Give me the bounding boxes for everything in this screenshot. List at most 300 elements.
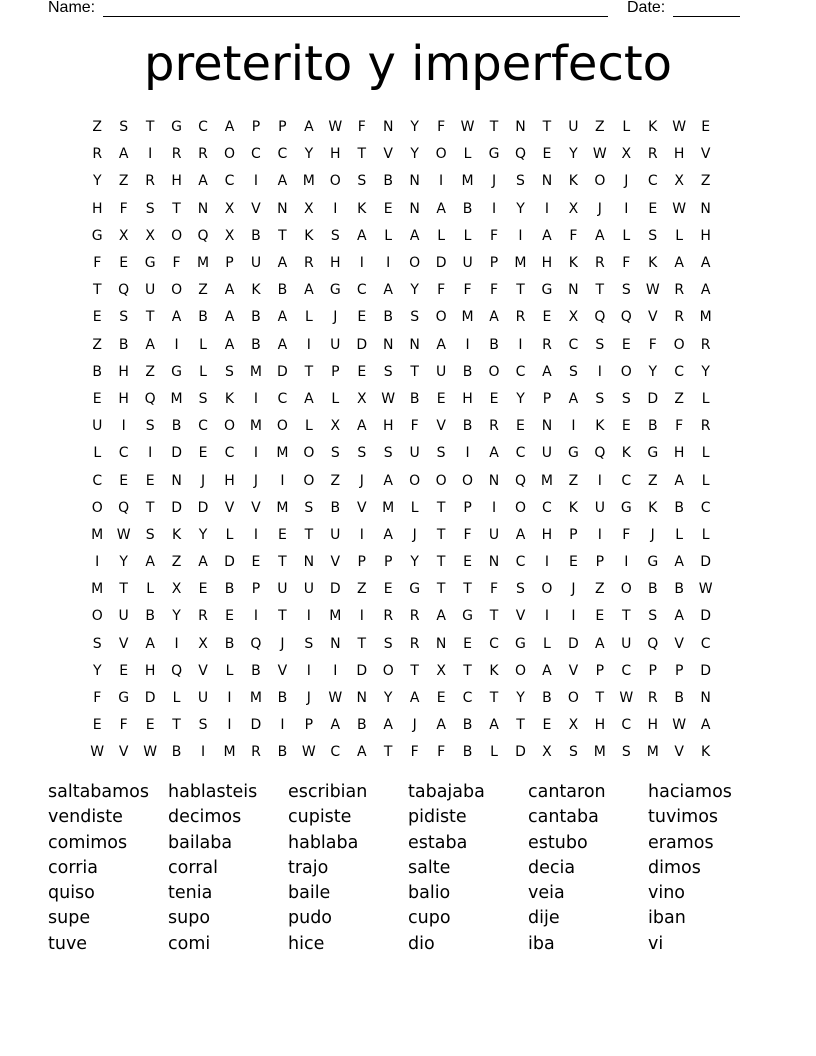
grid-letter[interactable]: I [148,146,153,163]
grid-letter[interactable]: Z [92,119,103,136]
grid-letter[interactable]: L [701,390,710,407]
grid-letter[interactable]: O [171,227,183,244]
grid-letter[interactable]: A [145,554,155,571]
grid-letter[interactable]: O [673,336,685,353]
grid-letter[interactable]: O [567,690,579,707]
grid-letter[interactable]: E [119,472,129,489]
grid-letter[interactable]: J [491,173,497,190]
grid-letter[interactable]: L [410,499,419,516]
grid-letter[interactable]: I [227,717,232,734]
grid-letter[interactable]: D [700,662,712,679]
grid-letter[interactable]: D [356,662,368,679]
grid-letter[interactable]: I [306,662,311,679]
grid-letter[interactable]: B [118,336,129,353]
grid-letter[interactable]: X [621,146,632,163]
grid-letter[interactable]: T [410,363,419,380]
grid-letter[interactable]: U [250,255,262,272]
grid-letter[interactable]: I [280,472,285,489]
grid-letter[interactable]: N [197,200,209,217]
grid-letter[interactable]: C [489,635,499,652]
grid-letter[interactable]: I [597,526,602,543]
grid-letter[interactable]: X [542,744,552,761]
grid-letter[interactable]: C [700,499,711,516]
grid-letter[interactable]: O [409,472,421,489]
grid-letter[interactable]: X [568,717,579,734]
grid-letter[interactable]: U [541,445,553,462]
grid-letter[interactable]: E [621,336,631,353]
grid-letter[interactable]: S [621,390,631,407]
grid-letter[interactable]: Z [647,472,658,489]
grid-letter[interactable]: D [250,717,262,734]
grid-letter[interactable]: R [700,418,711,435]
grid-letter[interactable]: U [92,418,103,435]
grid-letter[interactable]: F [648,336,657,353]
grid-letter[interactable]: Q [594,309,606,326]
grid-letter[interactable]: V [674,744,684,761]
grid-letter[interactable]: S [516,581,525,598]
grid-letter[interactable]: T [516,282,525,299]
grid-letter[interactable]: S [357,445,367,462]
grid-letter[interactable]: M [593,744,606,761]
grid-letter[interactable]: G [171,363,183,380]
grid-letter[interactable]: L [463,146,472,163]
grid-letter[interactable]: E [383,200,393,217]
grid-letter[interactable]: F [172,255,181,272]
grid-letter[interactable]: N [409,173,420,190]
grid-letter[interactable]: O [435,146,447,163]
grid-letter[interactable]: I [386,255,391,272]
grid-letter[interactable]: K [648,119,658,136]
grid-letter[interactable]: S [145,200,155,217]
grid-letter[interactable]: I [359,608,364,625]
grid-letter[interactable]: M [196,255,210,272]
grid-letter[interactable]: U [330,336,341,353]
grid-letter[interactable]: P [569,526,578,543]
grid-letter[interactable]: N [541,418,553,435]
grid-letter[interactable]: H [541,255,553,272]
grid-letter[interactable]: T [595,282,605,299]
grid-letter[interactable]: E [383,581,393,598]
grid-letter[interactable]: E [542,717,552,734]
grid-letter[interactable]: P [463,499,472,516]
grid-letter[interactable]: P [357,554,366,571]
grid-letter[interactable]: T [542,119,552,136]
grid-letter[interactable]: F [437,119,446,136]
grid-letter[interactable]: B [92,363,103,380]
grid-letter[interactable]: V [356,499,367,516]
grid-letter[interactable]: Z [330,472,341,489]
grid-letter[interactable]: G [647,445,659,462]
grid-letter[interactable]: A [436,336,446,353]
grid-letter[interactable]: C [515,363,526,380]
grid-letter[interactable]: A [674,472,684,489]
grid-letter[interactable]: A [700,282,711,299]
grid-letter[interactable]: A [304,119,314,136]
grid-letter[interactable]: T [516,717,525,734]
grid-letter[interactable]: B [462,200,473,217]
grid-letter[interactable]: N [277,200,288,217]
grid-letter[interactable]: A [277,255,288,272]
grid-letter[interactable]: K [171,526,182,543]
grid-letter[interactable]: F [410,744,419,761]
grid-letter[interactable]: X [224,227,235,244]
grid-letter[interactable]: Z [198,282,208,299]
grid-letter[interactable]: G [567,445,579,462]
grid-letter[interactable]: A [542,662,552,679]
grid-letter[interactable]: W [143,744,158,761]
grid-letter[interactable]: X [198,635,208,652]
grid-letter[interactable]: M [646,744,659,761]
grid-letter[interactable]: D [277,363,288,380]
grid-letter[interactable]: U [594,499,605,516]
grid-letter[interactable]: R [198,146,208,163]
grid-letter[interactable]: C [647,173,658,190]
grid-letter[interactable]: T [436,554,446,571]
grid-letter[interactable]: Y [569,146,578,163]
grid-letter[interactable]: X [436,662,446,679]
grid-letter[interactable]: I [544,608,549,625]
grid-letter[interactable]: A [383,526,393,543]
grid-letter[interactable]: I [465,445,470,462]
grid-letter[interactable]: W [619,690,634,707]
grid-letter[interactable]: K [621,445,631,462]
grid-letter[interactable]: I [624,200,629,217]
grid-letter[interactable]: Y [648,363,658,380]
grid-letter[interactable]: A [383,472,393,489]
grid-letter[interactable]: O [514,662,526,679]
grid-letter[interactable]: Y [92,662,102,679]
grid-letter[interactable]: B [462,717,473,734]
grid-letter[interactable]: Y [92,173,102,190]
grid-letter[interactable]: F [437,744,446,761]
grid-letter[interactable]: A [674,608,684,625]
grid-letter[interactable]: X [304,200,314,217]
grid-letter[interactable]: B [224,581,235,598]
grid-letter[interactable]: S [410,309,420,326]
grid-letter[interactable]: C [621,662,632,679]
grid-letter[interactable]: V [251,200,261,217]
grid-letter[interactable]: L [199,336,207,353]
grid-letter[interactable]: Q [594,445,606,462]
grid-letter[interactable]: E [357,363,367,380]
grid-letter[interactable]: O [223,418,235,435]
grid-letter[interactable]: H [118,363,129,380]
grid-letter[interactable]: A [383,717,393,734]
grid-letter[interactable]: K [648,255,658,272]
grid-letter[interactable]: M [461,309,474,326]
grid-letter[interactable]: N [488,472,500,489]
grid-letter[interactable]: M [223,744,236,761]
grid-letter[interactable]: W [672,119,687,136]
grid-letter[interactable]: N [488,554,500,571]
grid-letter[interactable]: S [621,282,631,299]
grid-letter[interactable]: A [118,146,129,163]
grid-letter[interactable]: I [359,255,364,272]
grid-letter[interactable]: G [488,146,500,163]
grid-letter[interactable]: F [622,255,631,272]
grid-letter[interactable]: C [542,499,552,516]
grid-letter[interactable]: B [489,336,499,353]
grid-letter[interactable]: F [463,526,472,543]
grid-letter[interactable]: I [544,200,549,217]
grid-letter[interactable]: T [92,282,102,299]
grid-letter[interactable]: R [489,418,499,435]
grid-letter[interactable]: A [595,227,605,244]
grid-letter[interactable]: E [621,418,631,435]
grid-letter[interactable]: V [674,635,684,652]
grid-letter[interactable]: N [382,336,394,353]
grid-letter[interactable]: T [463,581,472,598]
grid-letter[interactable]: A [224,309,235,326]
grid-letter[interactable]: S [119,309,129,326]
grid-letter[interactable]: T [145,499,155,516]
grid-letter[interactable]: T [622,608,631,625]
grid-letter[interactable]: B [674,499,684,516]
grid-letter[interactable]: X [568,200,579,217]
grid-letter[interactable]: A [436,717,446,734]
grid-letter[interactable]: S [198,717,208,734]
grid-letter[interactable]: J [359,472,364,489]
grid-letter[interactable]: H [91,200,103,217]
grid-letter[interactable]: Z [356,581,367,598]
grid-letter[interactable]: J [412,526,417,543]
grid-letter[interactable]: X [568,309,579,326]
grid-letter[interactable]: T [145,119,155,136]
grid-letter[interactable]: I [624,554,629,571]
date-line[interactable] [673,16,740,17]
grid-letter[interactable]: I [253,608,259,625]
grid-letter[interactable]: Q [647,635,659,652]
grid-letter[interactable]: H [171,173,182,190]
grid-letter[interactable]: W [698,581,713,598]
grid-letter[interactable]: D [356,336,368,353]
grid-letter[interactable]: S [330,445,340,462]
grid-letter[interactable]: E [516,418,525,435]
grid-letter[interactable]: I [253,445,259,462]
grid-letter[interactable]: G [91,227,103,244]
grid-letter[interactable]: X [356,390,367,407]
grid-letter[interactable]: T [278,227,287,244]
grid-letter[interactable]: P [251,581,261,598]
grid-letter[interactable]: E [357,309,367,326]
grid-letter[interactable]: L [701,445,710,462]
grid-letter[interactable]: B [542,690,552,707]
name-line[interactable] [103,16,608,17]
grid-letter[interactable]: A [277,336,288,353]
grid-letter[interactable]: E [92,309,102,326]
grid-letter[interactable]: V [118,744,129,761]
grid-letter[interactable]: F [437,282,446,299]
grid-letter[interactable]: L [490,744,498,761]
grid-letter[interactable]: V [647,309,658,326]
grid-letter[interactable]: K [224,390,235,407]
grid-letter[interactable]: L [437,227,446,244]
grid-letter[interactable]: B [277,282,288,299]
grid-letter[interactable]: I [95,554,100,571]
grid-letter[interactable]: F [489,581,499,598]
grid-letter[interactable]: A [409,227,420,244]
grid-letter[interactable]: N [409,336,420,353]
grid-letter[interactable]: U [277,581,288,598]
grid-letter[interactable]: A [224,336,235,353]
grid-letter[interactable]: C [224,173,235,190]
grid-letter[interactable]: N [700,200,711,217]
grid-letter[interactable]: L [543,635,551,652]
grid-letter[interactable]: N [303,554,315,571]
grid-letter[interactable]: T [278,554,287,571]
grid-letter[interactable]: A [700,717,711,734]
grid-letter[interactable]: O [329,173,341,190]
grid-letter[interactable]: Q [514,146,526,163]
grid-letter[interactable]: I [200,744,206,761]
grid-letter[interactable]: D [171,445,182,462]
grid-letter[interactable]: T [489,119,499,136]
grid-letter[interactable]: A [304,390,314,407]
grid-letter[interactable]: T [436,526,446,543]
grid-letter[interactable]: L [701,526,710,543]
grid-letter[interactable]: I [121,418,126,435]
grid-letter[interactable]: O [171,282,183,299]
grid-letter[interactable]: B [145,608,155,625]
grid-letter[interactable]: J [650,526,655,543]
grid-letter[interactable]: S [383,445,393,462]
grid-letter[interactable]: O [91,608,103,625]
grid-letter[interactable]: B [462,418,473,435]
grid-letter[interactable]: I [306,336,311,353]
grid-letter[interactable]: V [251,499,261,516]
grid-letter[interactable]: L [701,472,710,489]
grid-letter[interactable]: E [568,554,578,571]
grid-letter[interactable]: T [383,744,393,761]
grid-letter[interactable]: N [171,472,182,489]
grid-letter[interactable]: T [357,635,367,652]
grid-letter[interactable]: E [251,554,261,571]
grid-letter[interactable]: D [700,554,712,571]
grid-letter[interactable]: F [569,227,578,244]
grid-letter[interactable]: W [645,282,660,299]
grid-letter[interactable]: X [145,227,155,244]
grid-letter[interactable]: S [648,608,658,625]
grid-letter[interactable]: A [409,690,420,707]
grid-letter[interactable]: Z [595,581,605,598]
grid-letter[interactable]: U [197,690,209,707]
grid-letter[interactable]: U [330,526,341,543]
grid-letter[interactable]: N [435,635,447,652]
grid-letter[interactable]: F [489,227,499,244]
grid-letter[interactable]: B [224,635,235,652]
grid-letter[interactable]: H [541,526,553,543]
grid-letter[interactable]: J [253,472,259,489]
grid-letter[interactable]: F [622,526,631,543]
grid-letter[interactable]: H [330,146,341,163]
grid-letter[interactable]: N [515,119,526,136]
grid-letter[interactable]: E [463,635,472,652]
grid-letter[interactable]: S [568,363,578,380]
grid-letter[interactable]: P [383,554,393,571]
grid-letter[interactable]: I [597,363,602,380]
grid-letter[interactable]: I [280,717,285,734]
grid-letter[interactable]: E [277,526,287,543]
grid-letter[interactable]: A [674,554,684,571]
grid-letter[interactable]: E [595,608,605,625]
grid-letter[interactable]: V [277,662,288,679]
grid-letter[interactable]: S [145,526,155,543]
grid-letter[interactable]: Z [674,390,684,407]
grid-letter[interactable]: P [489,255,499,272]
grid-letter[interactable]: T [436,581,446,598]
grid-letter[interactable]: P [648,662,657,679]
grid-letter[interactable]: A [515,526,526,543]
grid-letter[interactable]: B [277,744,288,761]
grid-letter[interactable]: B [251,309,261,326]
grid-letter[interactable]: Y [516,200,525,217]
grid-letter[interactable]: Z [92,336,103,353]
grid-letter[interactable]: I [491,200,497,217]
grid-letter[interactable]: D [515,744,526,761]
grid-letter[interactable]: T [172,717,181,734]
grid-letter[interactable]: W [328,119,343,136]
grid-letter[interactable]: D [329,581,341,598]
grid-letter[interactable]: S [225,363,234,380]
grid-letter[interactable]: Y [410,146,419,163]
grid-letter[interactable]: F [489,282,499,299]
grid-letter[interactable]: F [93,255,102,272]
grid-letter[interactable]: I [253,526,259,543]
grid-letter[interactable]: V [330,554,341,571]
grid-letter[interactable]: W [301,744,316,761]
grid-letter[interactable]: E [119,255,129,272]
grid-letter[interactable]: M [302,173,315,190]
grid-letter[interactable]: A [145,635,155,652]
grid-letter[interactable]: W [592,146,607,163]
grid-letter[interactable]: L [225,526,234,543]
grid-letter[interactable]: Z [595,119,605,136]
grid-letter[interactable]: T [489,690,499,707]
grid-letter[interactable]: I [174,336,179,353]
grid-letter[interactable]: J [412,717,417,734]
grid-letter[interactable]: D [567,635,579,652]
grid-letter[interactable]: W [90,744,105,761]
grid-letter[interactable]: B [330,499,341,516]
grid-letter[interactable]: Y [410,282,419,299]
grid-letter[interactable]: S [357,173,367,190]
grid-letter[interactable]: Y [304,146,314,163]
grid-letter[interactable]: O [620,363,632,380]
grid-letter[interactable]: E [225,608,234,625]
grid-letter[interactable]: W [460,119,475,136]
grid-letter[interactable]: S [304,635,314,652]
grid-letter[interactable]: C [515,554,526,571]
grid-letter[interactable]: O [514,499,526,516]
grid-letter[interactable]: G [620,499,632,516]
grid-letter[interactable]: T [436,499,446,516]
grid-letter[interactable]: B [409,390,420,407]
grid-letter[interactable]: E [701,119,711,136]
grid-letter[interactable]: K [568,173,578,190]
grid-letter[interactable]: U [303,581,314,598]
grid-letter[interactable]: J [306,690,311,707]
grid-letter[interactable]: I [227,690,232,707]
grid-letter[interactable]: I [571,418,576,435]
grid-letter[interactable]: R [383,608,394,625]
grid-letter[interactable]: V [198,662,208,679]
grid-letter[interactable]: A [436,608,446,625]
grid-letter[interactable]: Q [118,282,130,299]
grid-letter[interactable]: C [224,445,235,462]
grid-letter[interactable]: J [333,309,338,326]
grid-letter[interactable]: R [303,255,314,272]
grid-letter[interactable]: Y [172,608,181,625]
